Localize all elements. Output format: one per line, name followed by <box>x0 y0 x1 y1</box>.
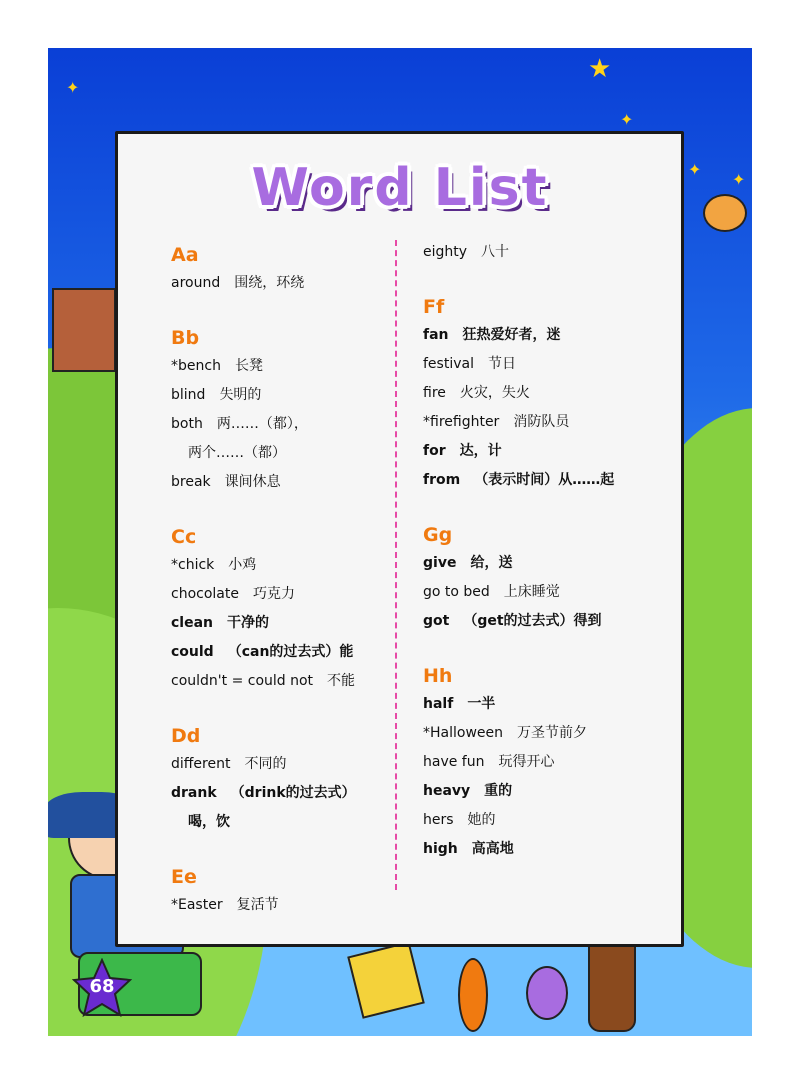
word-english: for <box>423 443 446 459</box>
column-divider <box>395 240 397 890</box>
word-entry <box>171 609 356 638</box>
word-chinese: 节日 <box>487 356 516 372</box>
section-letter: Hh <box>423 665 453 687</box>
word-entry <box>171 551 356 580</box>
word-entry <box>171 891 356 920</box>
word-chinese: 不能 <box>327 673 356 689</box>
word-entry <box>423 379 614 408</box>
word-chinese: （drink的过去式） <box>230 785 356 801</box>
word-chinese: 失明的 <box>219 387 262 403</box>
word-entry <box>423 549 614 578</box>
word-english: have fun <box>423 754 485 770</box>
left-column <box>171 241 356 920</box>
word-entry <box>423 408 614 437</box>
section-gap <box>171 837 356 863</box>
word-entry <box>423 350 614 379</box>
section-gap <box>423 636 614 662</box>
section-letter: Aa <box>171 244 199 266</box>
ladle <box>458 958 488 1032</box>
word-english: break <box>171 474 211 490</box>
word-entry <box>423 437 614 466</box>
section-gap <box>423 495 614 521</box>
word-chinese: （表示时间）从……起 <box>474 472 615 488</box>
word-entry <box>171 468 356 497</box>
section-gap <box>423 267 614 293</box>
section-gap <box>171 298 356 324</box>
word-chinese: 一半 <box>467 696 496 712</box>
section-letter: Dd <box>171 725 201 747</box>
word-english: clean <box>171 615 214 631</box>
section-gap <box>171 497 356 523</box>
word-english: high <box>423 841 458 857</box>
word-chinese: 巧克力 <box>252 586 295 602</box>
word-english: festival <box>423 356 474 372</box>
word-english: fire <box>423 385 446 401</box>
word-chinese: 课间休息 <box>224 474 281 490</box>
section-letter: Gg <box>423 524 453 546</box>
word-english: give <box>423 555 457 571</box>
word-chinese: 重的 <box>484 783 513 799</box>
word-entry <box>423 690 614 719</box>
castle <box>52 288 116 372</box>
page-number: 68 <box>89 976 115 997</box>
word-entry-continuation: 喝，饮 <box>188 814 230 830</box>
word-english: couldn't = could not <box>171 673 314 689</box>
word-english: *bench <box>171 358 221 374</box>
star-icon: ✦ <box>66 78 80 97</box>
word-entry <box>423 719 614 748</box>
book <box>347 941 425 1019</box>
word-english: *firefighter <box>423 414 500 430</box>
star-icon: ★ <box>588 54 612 84</box>
word-entry <box>423 777 614 806</box>
word-english: heavy <box>423 783 471 799</box>
word-chinese: 给，送 <box>470 555 513 571</box>
page-title: Word List <box>251 158 549 218</box>
section-letter: Cc <box>171 526 197 548</box>
word-chinese: 万圣节前夕 <box>517 725 588 741</box>
word-entry <box>423 748 614 777</box>
word-chinese: 她的 <box>467 812 496 828</box>
word-english: fan <box>423 327 449 343</box>
word-entry <box>171 779 356 808</box>
word-chinese: 玩得开心 <box>498 754 555 770</box>
word-chinese: 八十 <box>481 244 510 260</box>
word-english: both <box>171 416 203 432</box>
word-english: drank <box>171 785 217 801</box>
jar <box>526 966 568 1020</box>
word-chinese: 消防队员 <box>513 414 570 430</box>
word-chinese: （get的过去式）得到 <box>463 613 602 629</box>
word-chinese: 不同的 <box>244 756 287 772</box>
word-english: half <box>423 696 454 712</box>
section-letter: Ff <box>423 296 445 318</box>
page-number-badge <box>72 958 132 1018</box>
word-english: from <box>423 472 461 488</box>
word-chinese: 高高地 <box>471 841 514 857</box>
word-entry <box>423 835 614 864</box>
word-english: *chick <box>171 557 215 573</box>
word-entry <box>171 638 356 667</box>
word-entry <box>171 410 356 439</box>
word-entry <box>171 580 356 609</box>
word-entry-continuation: 两个……（都） <box>188 445 286 461</box>
star-icon: ✦ <box>732 170 746 189</box>
right-column <box>423 238 614 864</box>
word-english: eighty <box>423 244 468 260</box>
word-chinese: 上床睡觉 <box>503 584 560 600</box>
word-chinese: 狂热爱好者，迷 <box>462 327 561 343</box>
word-chinese: 达，计 <box>459 443 502 459</box>
star-icon: ✦ <box>620 110 634 129</box>
word-entry <box>423 238 614 267</box>
word-english: could <box>171 644 214 660</box>
word-entry <box>423 607 614 636</box>
word-entry <box>423 578 614 607</box>
word-chinese: 两……（都）， <box>216 416 308 432</box>
word-entry <box>171 750 356 779</box>
word-english: chocolate <box>171 586 239 602</box>
word-english: got <box>423 613 450 629</box>
word-chinese: 复活节 <box>236 897 279 913</box>
word-english: *Halloween <box>423 725 504 741</box>
word-entry <box>423 321 614 350</box>
word-chinese: 火灾，失火 <box>459 385 530 401</box>
section-gap <box>171 696 356 722</box>
word-entry <box>423 806 614 835</box>
word-english: *Easter <box>171 897 223 913</box>
word-entry <box>171 381 356 410</box>
word-english: go to bed <box>423 584 490 600</box>
word-chinese: 围绕，环绕 <box>234 275 305 291</box>
word-chinese: （can的过去式）能 <box>227 644 354 660</box>
word-chinese: 长凳 <box>234 358 263 374</box>
section-letter: Bb <box>171 327 200 349</box>
word-chinese: 干净的 <box>227 615 270 631</box>
word-english: different <box>171 756 231 772</box>
word-entry <box>171 352 356 381</box>
section-letter: Ee <box>171 866 197 888</box>
word-english: hers <box>423 812 454 828</box>
word-entry <box>171 269 356 298</box>
word-english: blind <box>171 387 206 403</box>
star-icon: ✦ <box>688 160 702 179</box>
word-entry <box>171 667 356 696</box>
word-chinese: 小鸡 <box>228 557 257 573</box>
word-english: around <box>171 275 221 291</box>
word-entry <box>423 466 614 495</box>
